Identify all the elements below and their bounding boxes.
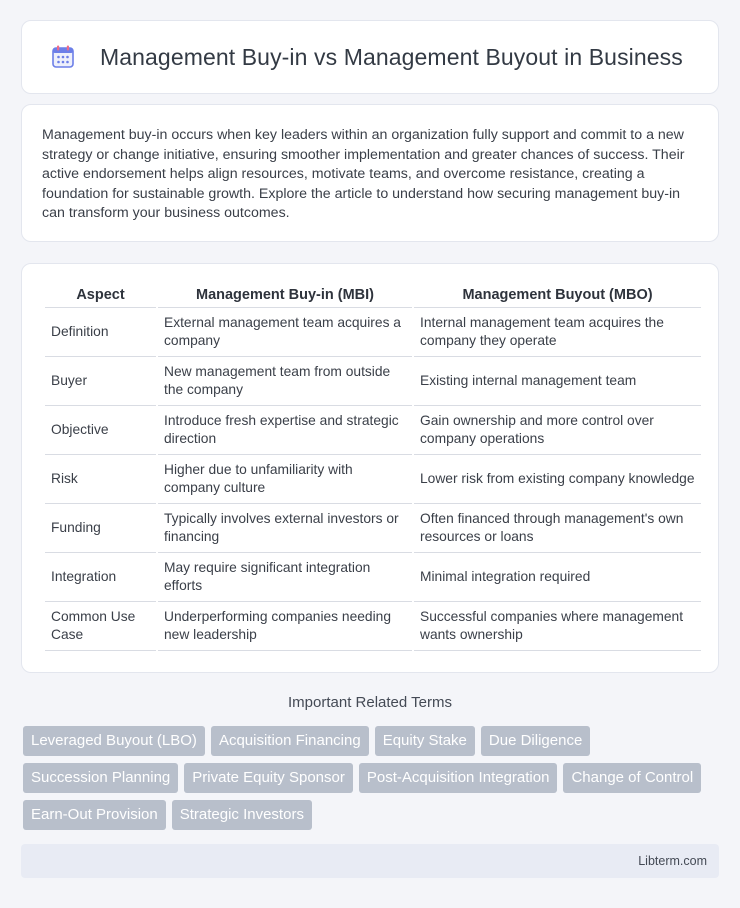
footer-brand-link[interactable]: Libterm.com (638, 854, 707, 868)
related-term-tag[interactable]: Equity Stake (375, 726, 475, 756)
related-term-tag[interactable]: Leveraged Buyout (LBO) (23, 726, 205, 756)
cell-mbo: Gain ownership and more control over company operations (414, 406, 701, 455)
cell-mbo: Existing internal management team (414, 357, 701, 406)
header-mbo: Management Buyout (MBO) (414, 284, 701, 308)
table-row (45, 602, 701, 651)
cell-mbi: Introduce fresh expertise and strategic direction (158, 406, 412, 455)
related-term-tag[interactable]: Private Equity Sponsor (184, 763, 353, 793)
related-term-tag[interactable]: Change of Control (563, 763, 701, 793)
table-row (45, 406, 701, 455)
cell-aspect: Definition (45, 308, 156, 357)
cell-mbi: External management team acquires a company (158, 308, 412, 357)
table-row (45, 553, 701, 602)
cell-mbo: Successful companies where management wants ownership (414, 602, 701, 651)
related-terms-list (23, 726, 723, 830)
cell-aspect: Funding (45, 504, 156, 553)
related-term-tag[interactable]: Acquisition Financing (211, 726, 369, 756)
cell-mbo: Internal management team acquires the company they operate (414, 308, 701, 357)
related-term-tag[interactable]: Strategic Investors (172, 800, 312, 830)
header-card (21, 20, 719, 94)
cell-mbi: May require significant integration efforts (158, 553, 412, 602)
related-term-tag[interactable]: Post-Acquisition Integration (359, 763, 558, 793)
cell-aspect: Integration (45, 553, 156, 602)
cell-mbi: New management team from outside the company (158, 357, 412, 406)
cell-mbo: Often financed through management's own resources or loans (414, 504, 701, 553)
cell-aspect: Risk (45, 455, 156, 504)
related-terms-title: Important Related Terms (288, 694, 452, 711)
table-row (45, 357, 701, 406)
footer (21, 844, 719, 878)
table-row (45, 308, 701, 357)
cell-mbo: Minimal integration required (414, 553, 701, 602)
intro-card (21, 104, 719, 242)
cell-aspect: Common Use Case (45, 602, 156, 651)
cell-mbo: Lower risk from existing company knowledge (414, 455, 701, 504)
intro-paragraph: Management buy-in occurs when key leaders within an organization fully support and commit to a new strategy or change initiative, ensuring smoother implementation and greater chances of success. Their active endorsement helps align resources, motivate teams, and overcome resistance, creating a foundation for sustainable growth. Explore the article to understand how securing management buy-in can transform your business outcomes. (42, 127, 685, 222)
related-term-tag[interactable]: Succession Planning (23, 763, 178, 793)
calendar-icon (48, 42, 78, 72)
comparison-table (43, 284, 703, 651)
related-term-tag[interactable]: Due Diligence (481, 726, 590, 756)
cell-aspect: Objective (45, 406, 156, 455)
related-term-tag[interactable]: Earn-Out Provision (23, 800, 166, 830)
cell-mbi: Typically involves external investors or financing (158, 504, 412, 553)
header-aspect: Aspect (45, 284, 156, 308)
table-header-row (45, 284, 701, 308)
cell-mbi: Higher due to unfamiliarity with company culture (158, 455, 412, 504)
comparison-card (21, 263, 719, 673)
header-mbi: Management Buy-in (MBI) (158, 284, 412, 308)
cell-aspect: Buyer (45, 357, 156, 406)
table-row (45, 455, 701, 504)
page-title: Management Buy-in vs Management Buyout in Business (100, 43, 683, 70)
table-row (45, 504, 701, 553)
cell-mbi: Underperforming companies needing new leadership (158, 602, 412, 651)
